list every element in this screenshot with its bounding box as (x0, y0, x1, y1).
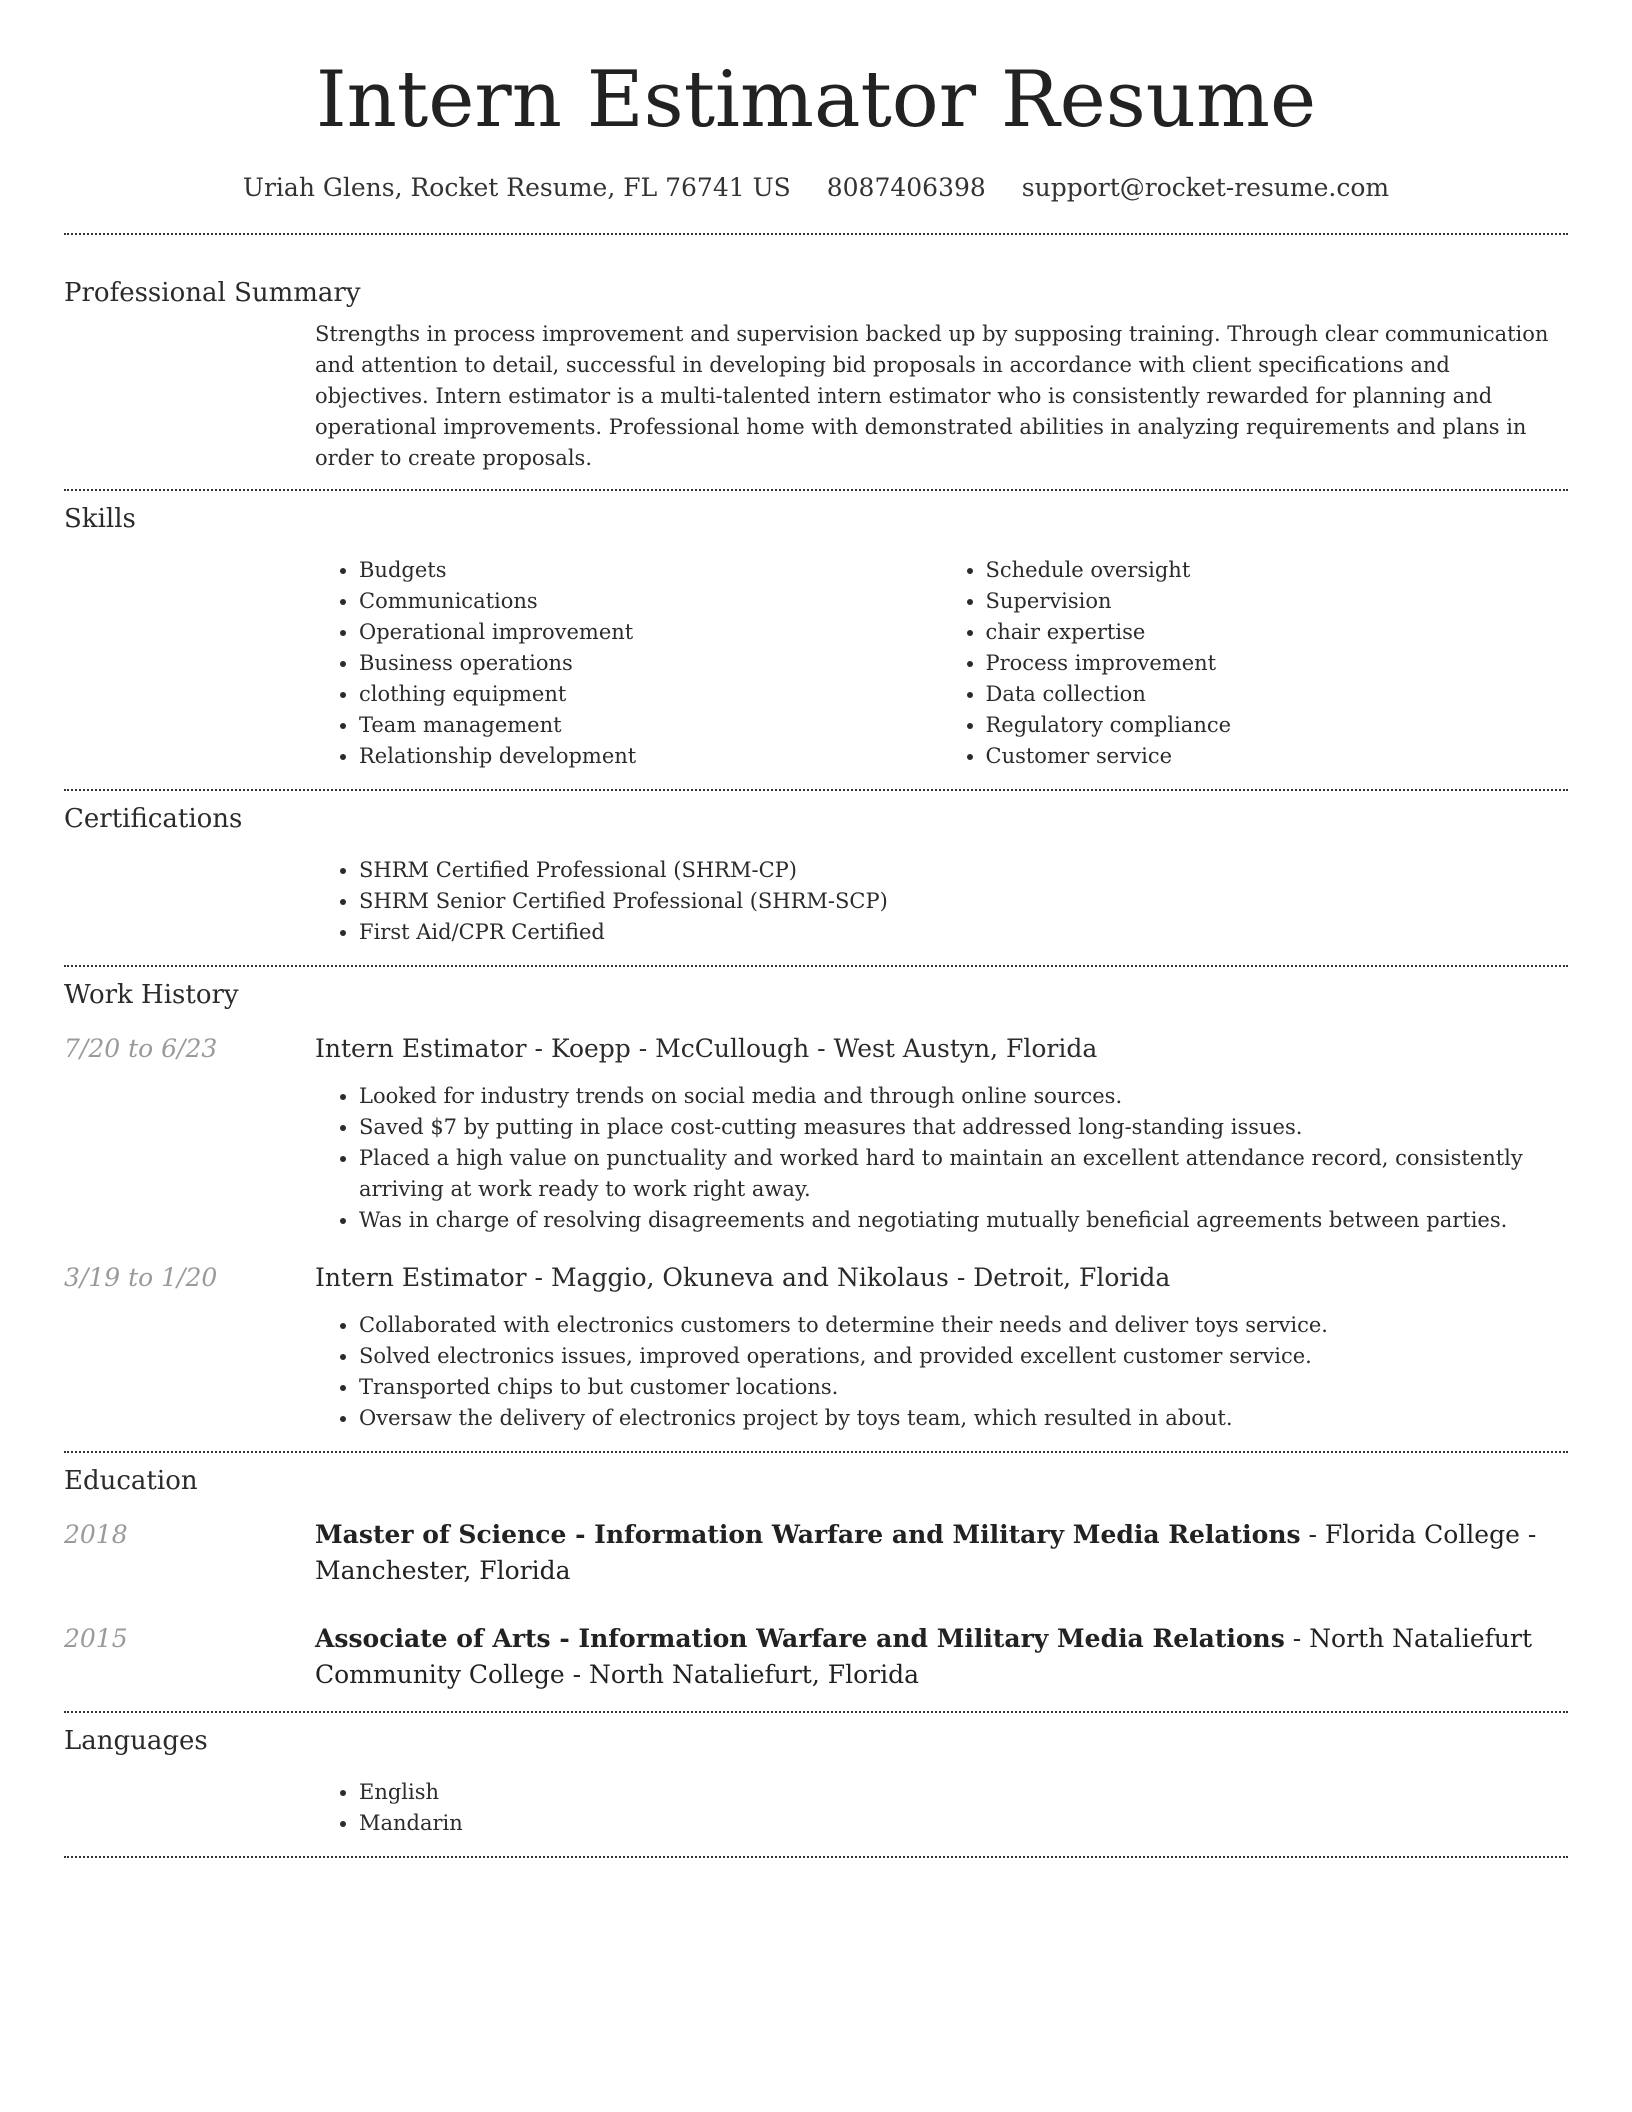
divider (64, 1451, 1568, 1453)
job-bullet: • Placed a high value on punctuality and worked hard to maintain an excellent attendance record, consistently arriving at work ready to work right away. (359, 1143, 1568, 1205)
summary-heading: Professional Summary (64, 278, 361, 308)
skill-item: • Communications (359, 586, 942, 617)
skills-list-right (942, 555, 1569, 772)
education-heading: Education (64, 1466, 198, 1496)
education-year: 2015 (64, 1624, 128, 1653)
job-body (315, 1260, 1568, 1434)
certifications-content (315, 855, 1568, 948)
job-bullet: • Collaborated with electronics customers to determine their needs and deliver toys service. (359, 1310, 1568, 1341)
skill-item: • Schedule oversight (986, 555, 1569, 586)
job-body (315, 1031, 1568, 1236)
job-bullets (315, 1310, 1568, 1434)
summary-text: Strengths in process improvement and supervision backed up by supposing training. Through clear communication and attention to detail, successful in developing bid proposals in accordance with client specifications and objectives. Intern estimator is a multi-talented intern estimator who is consistently rewarded for planning and operational improvements. Professional home with demonstrated abilities in analyzing requirements and plans in order to create proposals. (315, 322, 1549, 470)
divider (64, 233, 1568, 235)
divider (64, 1856, 1568, 1858)
job-entry (64, 1260, 1568, 1434)
certifications-list (315, 855, 1568, 948)
work-history-heading: Work History (64, 980, 239, 1010)
skill-item: • Regulatory compliance (986, 710, 1569, 741)
divider (64, 965, 1568, 967)
skills-columns (315, 555, 1568, 772)
job-dates: 3/19 to 1/20 (64, 1263, 218, 1292)
skill-item: • Business operations (359, 648, 942, 679)
summary-section (64, 277, 1568, 474)
skill-item: • Relationship development (359, 741, 942, 772)
languages-heading: Languages (64, 1726, 208, 1756)
education-entry (64, 1517, 1568, 1589)
skill-item: • Supervision (986, 586, 1569, 617)
job-details: - Koepp - McCullough - West Austyn, Florida (526, 1034, 1098, 1063)
education-degree: Associate of Arts - Information Warfare and Military Media Relations (315, 1624, 1285, 1653)
skill-item: • Data collection (986, 679, 1569, 710)
certification-item: • SHRM Certified Professional (SHRM-CP) (359, 855, 1568, 886)
education-degree: Master of Science - Information Warfare and Military Media Relations (315, 1520, 1301, 1549)
job-role: Intern Estimator (315, 1263, 527, 1292)
divider (64, 1711, 1568, 1713)
contact-address: Uriah Glens, Rocket Resume, FL 76741 US (242, 173, 791, 202)
resume-page (64, 0, 1568, 1858)
certifications-section (64, 803, 1568, 948)
skill-item: • Team management (359, 710, 942, 741)
job-role: Intern Estimator (315, 1034, 527, 1063)
job-details: - Maggio, Okuneva and Nikolaus - Detroit, Florida (526, 1263, 1171, 1292)
skill-item: • Operational improvement (359, 617, 942, 648)
resume-title: Intern Estimator Resume (315, 55, 1317, 145)
divider (64, 489, 1568, 491)
education-year: 2018 (64, 1520, 128, 1549)
work-history-section (64, 979, 1568, 1434)
skills-section (64, 503, 1568, 772)
education-school: - North Nataliefurt Community College - North Nataliefurt, Florida (315, 1624, 1532, 1689)
certification-item: • First Aid/CPR Certified (359, 917, 1568, 948)
job-bullet: • Looked for industry trends on social media and through online sources. (359, 1081, 1568, 1112)
skill-item: • Process improvement (986, 648, 1569, 679)
job-heading (315, 1260, 1568, 1296)
job-heading (315, 1031, 1568, 1067)
job-bullets (315, 1081, 1568, 1236)
languages-list (315, 1777, 1568, 1839)
job-bullet: • Solved electronics issues, improved operations, and provided excellent customer service. (359, 1341, 1568, 1372)
education-section (64, 1465, 1568, 1693)
contact-phone: 8087406398 (826, 173, 986, 202)
education-heading-line (315, 1621, 1568, 1693)
job-bullet: • Was in charge of resolving disagreements and negotiating mutually beneficial agreements between parties. (359, 1205, 1568, 1236)
skill-item: • Customer service (986, 741, 1569, 772)
skills-list-left (315, 555, 942, 772)
languages-section (64, 1725, 1568, 1839)
job-bullet: • Oversaw the delivery of electronics project by toys team, which resulted in about. (359, 1403, 1568, 1434)
divider (64, 789, 1568, 791)
skill-item: • chair expertise (986, 617, 1569, 648)
skill-item: • Budgets (359, 555, 942, 586)
contact-email: support@rocket-resume.com (1021, 173, 1390, 202)
education-school: - Florida College - Manchester, Florida (315, 1520, 1537, 1585)
job-bullet: • Saved $7 by putting in place cost-cutting measures that addressed long-standing issues. (359, 1112, 1568, 1143)
job-dates: 7/20 to 6/23 (64, 1034, 218, 1063)
skills-heading: Skills (64, 504, 136, 534)
certification-item: • SHRM Senior Certified Professional (SHRM-SCP) (359, 886, 1568, 917)
skill-item: • clothing equipment (359, 679, 942, 710)
language-item: • Mandarin (359, 1808, 1568, 1839)
education-entry (64, 1621, 1568, 1693)
languages-content (315, 1777, 1568, 1839)
contact-line (64, 172, 1568, 204)
education-heading-line (315, 1517, 1568, 1589)
certifications-heading: Certifications (64, 804, 243, 834)
job-bullet: • Transported chips to but customer locations. (359, 1372, 1568, 1403)
job-entry (64, 1031, 1568, 1236)
language-item: • English (359, 1777, 1568, 1808)
